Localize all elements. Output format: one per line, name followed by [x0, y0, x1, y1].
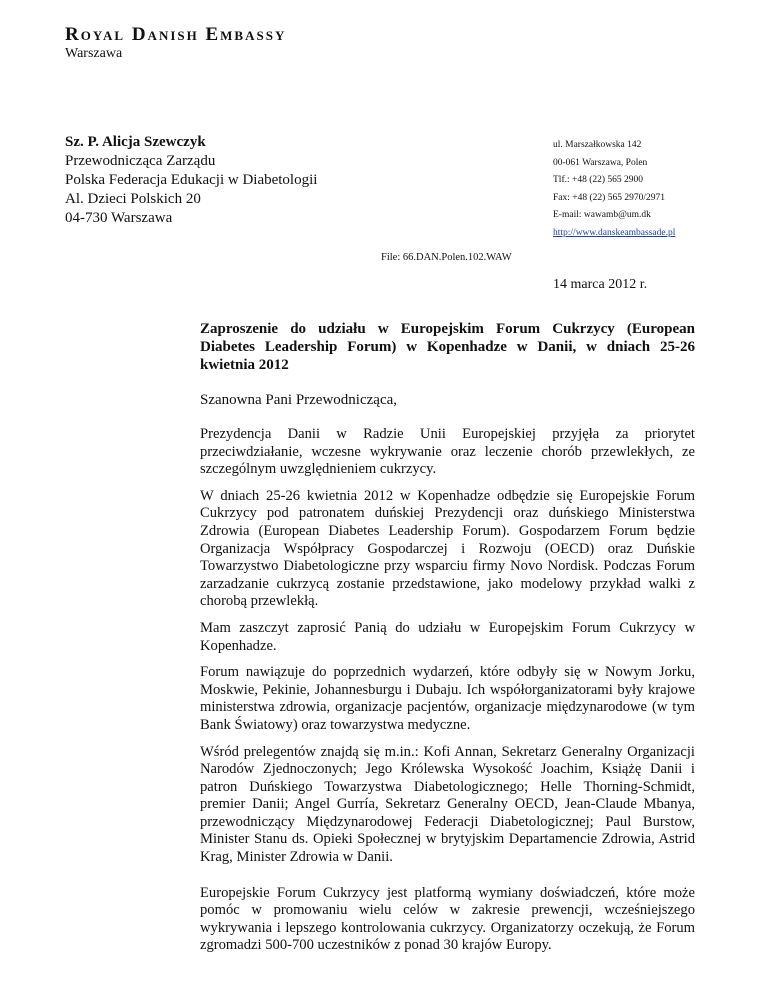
- salutation: Szanowna Pani Przewodnicząca,: [200, 392, 398, 408]
- paragraph: W dniach 25-26 kwietnia 2012 w Kopenhadze odbędzie się Europejskie Forum Cukrzycy pod patronatem duńskiej Prezydencji oraz duńskiego Ministerstwa Zdrowia (European Diabetes Leadership Forum). Gospodarzem Forum będzie Organizacja Współpracy Gospodarczej i Rozwoju (OECD) oraz Duńskie Towarzystwo Diabetologiczne przy wsparciu firmy Novo Nordisk. Podczas Forum zarzadzanie cukrzycą zostanie przedstawione, jako modelowy przykład walki z chorobą przewlekłą.: [200, 487, 695, 610]
- sender-address: ul. Marszałkowska 142: [553, 140, 642, 150]
- letter-date: 14 marca 2012 r.: [553, 277, 648, 292]
- recipient-name: Sz. P. Alicja Szewczyk: [65, 134, 206, 150]
- embassy-name: Royal Danish Embassy: [65, 24, 287, 45]
- sender-phone: Tlf.: +48 (22) 565 2900: [553, 175, 644, 185]
- recipient-organization: Polska Federacja Edukacji w Diabetologii: [65, 172, 318, 188]
- sender-website-link[interactable]: http://www.danskeambassade.pl: [553, 227, 676, 238]
- sender-block: [553, 137, 675, 242]
- recipient-block: [65, 133, 317, 228]
- letter-subject: Zaproszenie do udziału w Europejskim Forum Cukrzycy (European Diabetes Leadership Forum) w Kopenhadze w Danii, w dniach 25-26 kwietnia 2012: [200, 321, 695, 373]
- paragraph: Wśród prelegentów znajdą się m.in.: Kofi Annan, Sekretarz Generalny Organizacji Narodów Zjednoczonych; Jego Królewska Wysokość Joachim, Książę Danii i patron Duńskiego Towarzystwa Diabetologicznego; Helle Thorning-Schmidt, premier Danii; Angel Gurría, Sekretarz Generalny OECD, Jean-Claude Mbanya, przewodniczący Międzynarodowej Federacji Diabetologicznej; Paul Burstow, Minister Stanu ds. Opieki Społecznej w brytyjskim Departamencie Zdrowia, Astrid Krag, Minister Zdrowia w Danii.: [200, 743, 695, 866]
- letter-content: [200, 320, 695, 964]
- recipient-postal: 04-730 Warszawa: [65, 210, 173, 226]
- file-reference: File: 66.DAN.Polen.102.WAW: [381, 252, 512, 263]
- sender-fax: Fax: +48 (22) 565 2970/2971: [553, 192, 665, 203]
- sender-email: E-mail: wawamb@um.dk: [553, 210, 651, 220]
- paragraph: Prezydencja Danii w Radzie Unii Europejskiej przyjęła za priorytet przeciwdziałanie, wczesne wykrywanie oraz leczenie chorób przewlekłych, ze szczególnym uwzględnieniem cukrzycy.: [200, 426, 695, 478]
- recipient-street: Al. Dzieci Polskich 20: [65, 191, 201, 207]
- embassy-city: Warszawa: [65, 46, 123, 61]
- paragraph: Mam zaszczyt zaprosić Panią do udziału w Europejskim Forum Cukrzycy w Kopenhadze.: [200, 619, 695, 654]
- recipient-title: Przewodnicząca Zarządu: [65, 153, 216, 169]
- paragraph: Forum nawiązuje do poprzednich wydarzeń, które odbyły się w Nowym Jorku, Moskwie, Pekinie, Johannesburgu i Dubaju. Ich współorganizatorami były krajowe ministerstwa zdrowia, organizacje pacjentów, organizacje międzynarodowe (w tym Bank Światowy) oraz towarzystwa medyczne.: [200, 664, 695, 733]
- sender-postal: 00-061 Warszawa, Polen: [553, 157, 648, 168]
- letterhead: [65, 24, 286, 62]
- paragraph: Europejskie Forum Cukrzycy jest platformą wymiany doświadczeń, które może pomóc w promowaniu wielu celów w zakresie prewencji, wcześniejszego wykrywania i lepszego kontrolowania cukrzycy. Organizatorzy oczekują, że Forum zgromadzi 500-700 uczestników z ponad 30 krajów Europy.: [200, 884, 695, 954]
